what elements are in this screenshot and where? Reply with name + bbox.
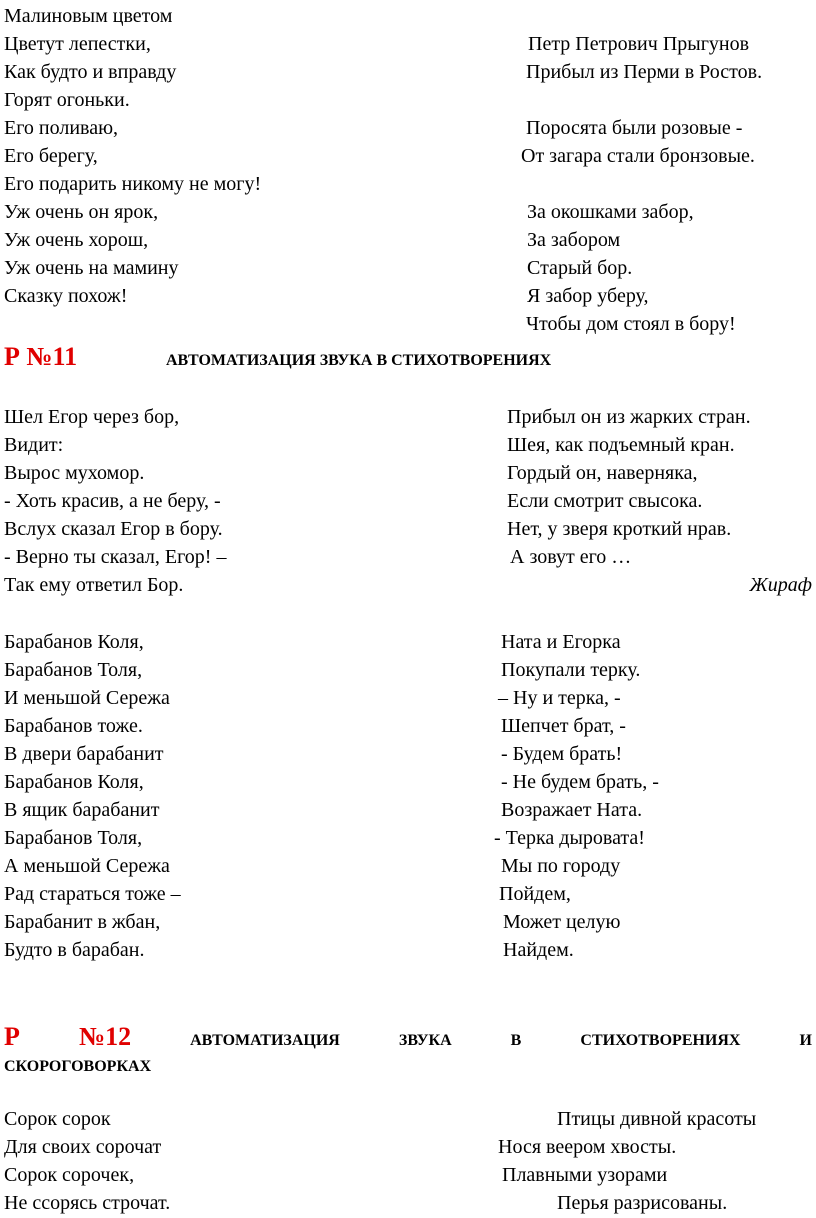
poem-line: Будто в барабан. bbox=[4, 939, 145, 961]
poem-line: Перья разрисованы. bbox=[557, 1192, 728, 1214]
poem-line: Шея, как подъемный кран. bbox=[507, 434, 735, 456]
poem-line: Прибыл из Перми в Ростов. bbox=[526, 61, 763, 83]
poem-line: Барабанов тоже. bbox=[4, 715, 143, 737]
poem-line: Малиновым цветом bbox=[4, 5, 173, 27]
poem-line: И меньшой Сережа bbox=[4, 687, 170, 709]
poem-line: Горят огоньки. bbox=[4, 89, 130, 111]
poem-line: Шепчет брат, - bbox=[501, 715, 626, 737]
poem-line: Плавными узорами bbox=[502, 1164, 668, 1186]
poem-line: Найдем. bbox=[503, 939, 574, 961]
poem-line: Пойдем, bbox=[499, 883, 571, 905]
poem-line: Не ссорясь строчат. bbox=[4, 1192, 171, 1214]
poem-line: В ящик барабанит bbox=[4, 799, 160, 821]
poem-line: Его подарить никому не могу! bbox=[4, 173, 262, 195]
section-title-continued bbox=[4, 1058, 151, 1076]
title-word: СТИХОТВОРЕНИЯХ bbox=[580, 1032, 741, 1049]
section-number: Р №11 bbox=[4, 342, 78, 371]
poem-line: Для своих сорочат bbox=[4, 1136, 162, 1158]
poem-line: Если смотрит свысока. bbox=[507, 490, 703, 512]
poem-line: Уж очень хорош, bbox=[4, 229, 149, 251]
poem-line: Нося веером хвосты. bbox=[498, 1136, 677, 1158]
section-heading-12 bbox=[4, 1022, 812, 1052]
poem-line: - Не будем брать, - bbox=[501, 771, 659, 793]
poem-line: Я забор уберу, bbox=[527, 285, 649, 307]
poem-line: Его поливаю, bbox=[4, 117, 119, 139]
poem-line: - Хоть красив, а не беру, - bbox=[4, 490, 221, 512]
poem-line: - Терка дыровата! bbox=[494, 827, 645, 849]
poem-line: Барабанов Толя, bbox=[4, 659, 143, 681]
poem-line: Сорок сорок bbox=[4, 1108, 111, 1130]
poem-line: Гордый он, наверняка, bbox=[507, 462, 698, 484]
poem-line: Вырос мухомор. bbox=[4, 462, 145, 484]
poem-line: Как будто и вправду bbox=[4, 61, 177, 83]
section-heading-11 bbox=[4, 342, 77, 372]
section-number: №12 bbox=[78, 1022, 132, 1051]
title-word: В bbox=[510, 1032, 522, 1049]
poem-line: Уж очень на мамину bbox=[4, 257, 179, 279]
poem-line: Барабанов Коля, bbox=[4, 771, 144, 793]
poem-line: Видит: bbox=[4, 434, 64, 456]
poem-line: Сказку похож! bbox=[4, 285, 128, 307]
poem-line: За забором bbox=[527, 229, 621, 251]
poem-line: В двери барабанит bbox=[4, 743, 164, 765]
poem-line: Уж очень он ярок, bbox=[4, 201, 159, 223]
title-word: СКОРОГОВОРКАХ bbox=[4, 1058, 152, 1075]
poem-line: Его берегу, bbox=[4, 145, 98, 167]
section-title bbox=[166, 352, 551, 370]
poem-line: Петр Петрович Прыгунов bbox=[528, 33, 750, 55]
poem-line: Возражает Ната. bbox=[501, 799, 643, 821]
poem-line: Поросята были розовые - bbox=[526, 117, 743, 139]
poem-line: – Ну и терка, - bbox=[498, 687, 621, 709]
section-number-letter: Р bbox=[4, 1022, 20, 1051]
poem-line: - Будем брать! bbox=[501, 743, 623, 765]
poem-line: Ната и Егорка bbox=[501, 631, 621, 653]
poem-line: Барабанит в жбан, bbox=[4, 911, 161, 933]
poem-line: Старый бор. bbox=[527, 257, 633, 279]
poem-line: От загара стали бронзовые. bbox=[521, 145, 755, 167]
title-word: ЗВУКА bbox=[398, 1032, 452, 1049]
poem-line: А меньшой Сережа bbox=[4, 855, 170, 877]
poem-line: Барабанов Толя, bbox=[4, 827, 143, 849]
poem-line: - Верно ты сказал, Егор! – bbox=[4, 546, 227, 568]
riddle-answer: Жираф bbox=[749, 574, 812, 596]
poem-line: Барабанов Коля, bbox=[4, 631, 144, 653]
poem-line: За окошками забор, bbox=[527, 201, 694, 223]
poem-line: Так ему ответил Бор. bbox=[4, 574, 184, 596]
poem-line: Сорок сорочек, bbox=[4, 1164, 135, 1186]
poem-line: Вслух сказал Егор в бору. bbox=[4, 518, 223, 540]
title-word: АВТОМАТИЗАЦИЯ bbox=[190, 1032, 340, 1049]
poem-line: Может целую bbox=[503, 911, 621, 933]
poem-line: Чтобы дом стоял в бору! bbox=[526, 313, 736, 335]
poem-line: Шел Егор через бор, bbox=[4, 406, 180, 428]
poem-line: Мы по городу bbox=[501, 855, 621, 877]
title-word: И bbox=[799, 1032, 812, 1049]
poem-line: Птицы дивной красоты bbox=[557, 1108, 757, 1130]
poem-line: А зовут его … bbox=[510, 546, 632, 568]
poem-line: Цветут лепестки, bbox=[4, 33, 151, 55]
poem-line: Рад стараться тоже – bbox=[4, 883, 181, 905]
poem-line: Прибыл он из жарких стран. bbox=[507, 406, 751, 428]
section-title-text: АВТОМАТИЗАЦИЯ ЗВУКА В СТИХОТВОРЕНИЯХ bbox=[166, 352, 552, 369]
poem-line: Покупали терку. bbox=[501, 659, 641, 681]
poem-line: Нет, у зверя кроткий нрав. bbox=[507, 518, 732, 540]
